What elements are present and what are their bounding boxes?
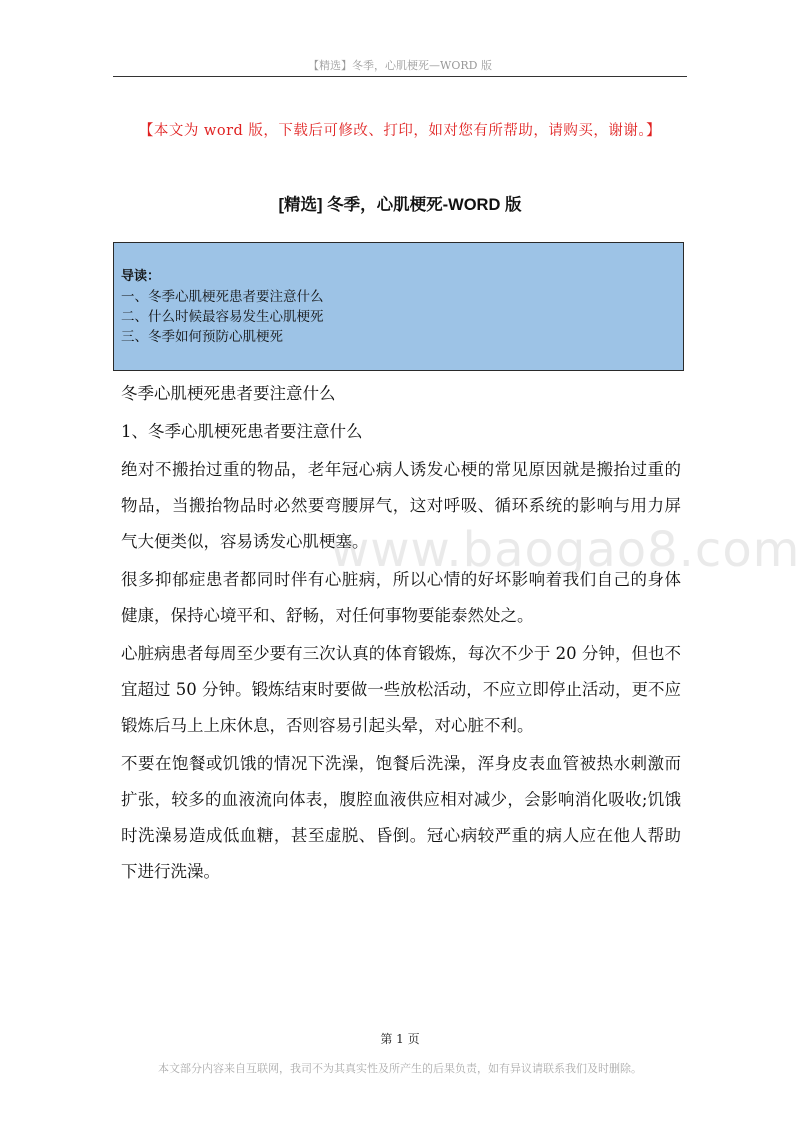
body-paragraph: 绝对不搬抬过重的物品，老年冠心病人诱发心梗的常见原因就是搬抬过重的物品，当搬抬物品时必然要弯腰屏气，这对呼吸、循环系统的影响与用力屏气大便类似，容易诱发心肌梗塞。 — [121, 460, 681, 551]
body-paragraph: 心脏病患者每周至少要有三次认真的体育锻炼，每次不少于 20 分钟，但也不宜超过 50 分钟。锻炼结束时要做一些放松活动，不应立即停止活动，更不应锻炼后马上上床休息，否则容易引起头晕，对心脏不利。 — [121, 644, 681, 735]
article-body — [121, 376, 681, 892]
section-heading: 冬季心肌梗死患者要注意什么 — [121, 384, 336, 403]
watermark: www.baogao8.com — [330, 522, 800, 578]
body-paragraph: 不要在饱餐或饥饿的情况下洗澡，饱餐后洗澡，浑身皮表血管被热水刺激而扩张，较多的血液流向体表，腹腔血液供应相对减少，会影响消化吸收;饥饿时洗澡易造成低血糖，甚至虚脱、昏倒。冠心病较严重的病人应在他人帮助下进行洗澡。 — [121, 754, 681, 881]
page-number: 第 1 页 — [380, 1032, 420, 1046]
guide-item: 二、什么时候最容易发生心肌梗死 — [121, 309, 324, 325]
purchase-notice: 【本文为 word 版，下载后可修改、打印，如对您有所帮助，请购买，谢谢。】 — [138, 123, 662, 139]
body-paragraph: 很多抑郁症患者都同时伴有心脏病，所以心情的好坏影响着我们自己的身体健康，保持心境平和、舒畅，对任何事物要能泰然处之。 — [121, 570, 681, 625]
guide-box — [113, 242, 684, 371]
guide-item: 三、冬季如何预防心肌梗死 — [121, 329, 283, 345]
section-subheading: 1、冬季心肌梗死患者要注意什么 — [121, 422, 363, 441]
page-header: 【精选】冬季，心肌梗死—WORD 版 — [308, 59, 492, 72]
page-footer: 本文部分内容来自互联网，我司不为其真实性及所产生的后果负责，如有异议请联系我们及时删除。 — [158, 1062, 642, 1075]
guide-title: 导读： — [121, 269, 161, 284]
document-title: [精选] 冬季，心肌梗死-WORD 版 — [278, 196, 522, 214]
guide-item: 一、冬季心肌梗死患者要注意什么 — [121, 289, 324, 305]
header-divider — [113, 76, 687, 77]
